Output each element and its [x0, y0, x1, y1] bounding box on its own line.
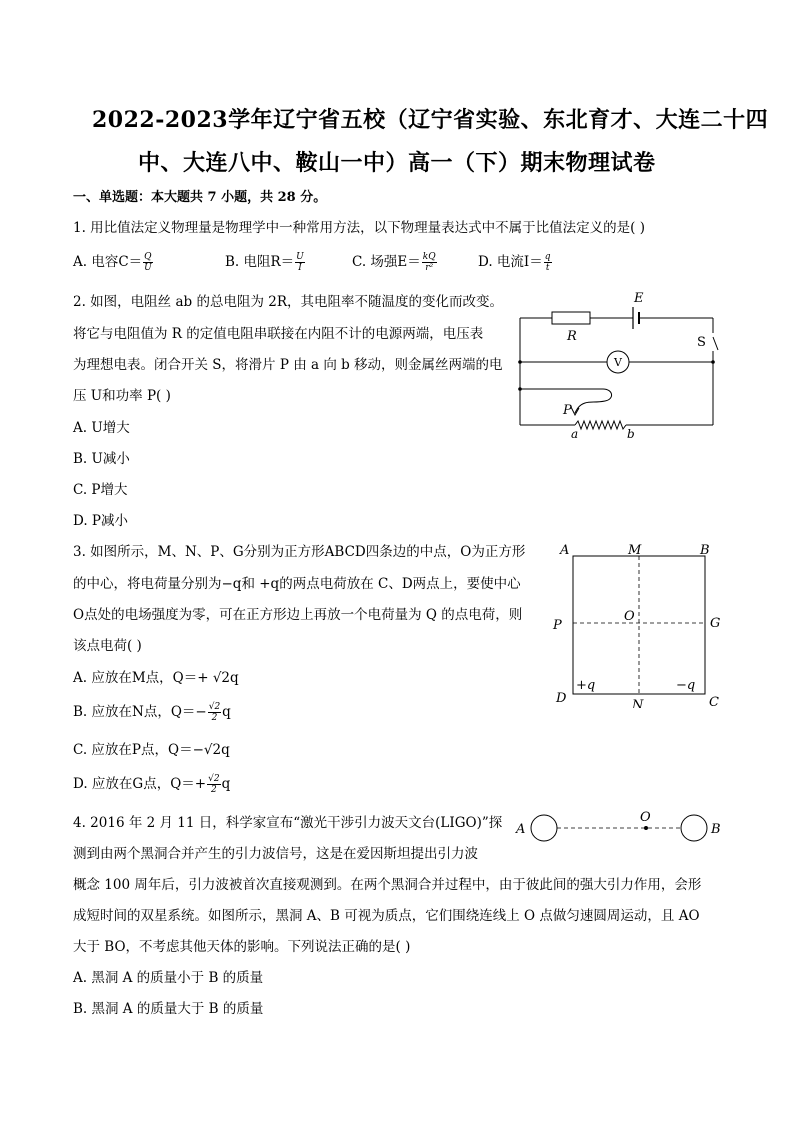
- label-p: P: [563, 403, 572, 418]
- frac-num: kQ: [422, 252, 436, 262]
- q1-option-label: A. 电容C＝: [73, 254, 143, 270]
- frac-num: q: [544, 252, 551, 262]
- label-b: b: [627, 427, 635, 441]
- label-G: G: [710, 616, 721, 631]
- q2-line4: 压 U和功率 P( ): [73, 388, 171, 404]
- q1-option-label: D. 电流I＝: [478, 254, 543, 270]
- frac-den: 2: [210, 785, 217, 795]
- q1-fraction: [143, 252, 152, 273]
- q1-option-label: B. 电阻R＝: [225, 254, 295, 270]
- label-plus-q: +q: [576, 678, 596, 693]
- q2-option-b: B. U减小: [73, 451, 130, 467]
- frac-den: t: [545, 263, 550, 273]
- q3-option-a: A. 应放在M点，Q＝+ √2q: [73, 670, 239, 686]
- frac-num: U: [296, 252, 304, 262]
- q3-option-text: D. 应放在G点，Q＝+: [73, 776, 207, 792]
- q3-option-b: [73, 700, 231, 723]
- q2-circuit-diagram: [505, 285, 730, 445]
- q3-fraction: [207, 774, 220, 795]
- q1-fraction: [422, 252, 437, 273]
- q4-line1: 4. 2016 年 2 月 11 日，科学家宣布“激光干涉引力波天文台(LIGO)”探: [73, 815, 503, 831]
- q3-option-tail: q: [221, 776, 231, 792]
- q4-line3: 概念 100 周年后，引力波被首次直接观测到。在两个黑洞合并过程中，由于彼此间的强大引力作用，会形: [73, 877, 702, 893]
- label-A: A: [560, 543, 570, 558]
- q1-option-c: [352, 250, 438, 273]
- label-D: D: [556, 691, 567, 706]
- q4-binary-diagram: [510, 808, 730, 848]
- label-minus-q: −q: [676, 678, 696, 693]
- frac-num: √2: [208, 702, 221, 712]
- square-abcd: [573, 556, 705, 694]
- q1-option-label: C. 场强E＝: [352, 254, 421, 270]
- q4-line4: 成短时间的双星系统。如图所示，黑洞 A、B 可视为质点，它们围绕连线上 O 点做匀速圆周运动，且 AO: [73, 908, 700, 924]
- q1-option-b: [225, 250, 306, 273]
- slider-wire: [575, 389, 612, 413]
- resistance-wire-ab: [575, 421, 626, 429]
- label-a: a: [571, 427, 579, 441]
- q4-line5: 大于 BO，不考虑其他天体的影响。下列说法正确的是( ): [73, 939, 411, 955]
- label-v: V: [614, 356, 622, 369]
- frac-den: I: [298, 263, 302, 273]
- q3-option-d: [73, 772, 230, 795]
- label-O: O: [624, 609, 635, 624]
- label-P: P: [553, 618, 562, 633]
- q2-option-a: A. U增大: [73, 420, 130, 436]
- q2-line3: 为理想电表。闭合开关 S，将滑片 P 由 a 向 b 移动，则金属丝两端的电: [73, 357, 503, 373]
- black-hole-b: [681, 815, 707, 841]
- frac-den: r²: [425, 263, 434, 273]
- frac-den: U: [144, 263, 152, 273]
- q3-line3: O点处的电场强度为零，可在正方形边上再放一个电荷量为 Q 的点电荷，则: [73, 607, 523, 623]
- q2-line1: 2. 如图，电阻丝 ab 的总电阻为 2R，其电阻率不随温度的变化而改变。: [73, 294, 503, 310]
- q2-line2: 将它与电阻值为 R 的定值电阻串联接在内阻不计的电源两端，电压表: [73, 326, 484, 342]
- q4-option-a: A. 黑洞 A 的质量小于 B 的质量: [73, 970, 264, 986]
- q3-line4: 该点电荷( ): [73, 638, 142, 654]
- label-O: O: [640, 810, 651, 825]
- label-B: B: [700, 543, 710, 558]
- q3-square-diagram: [548, 538, 728, 708]
- q4-option-b: B. 黑洞 A 的质量大于 B 的质量: [73, 1001, 264, 1017]
- q3-option-c: C. 应放在P点，Q＝−√2q: [73, 742, 230, 758]
- resistor-r: [552, 312, 590, 324]
- q4-line2: 测到由两个黑洞合并产生的引力波信号，这是在爱因斯坦提出引力波: [73, 846, 478, 862]
- label-s: S: [697, 335, 706, 350]
- label-e: E: [634, 291, 644, 306]
- q1-stem: 1. 用比值法定义物理量是物理学中一种常用方法，以下物理量表达式中不属于比值法定义的是( ): [73, 220, 645, 236]
- q1-option-d: [478, 250, 553, 273]
- frac-den: 2: [211, 713, 218, 723]
- center-point-o: [644, 826, 648, 830]
- label-N: N: [632, 698, 644, 708]
- frac-num: √2: [208, 774, 220, 784]
- q3-line1: 3. 如图所示，M、N、P、G分别为正方形ABCD四条边的中点，O为正方形: [73, 544, 526, 560]
- label-A: A: [516, 822, 526, 837]
- label-B: B: [711, 822, 721, 837]
- q3-line2: 的中心，将电荷量分别为−q和 +q的两点电荷放在 C、D两点上，要使中心: [73, 576, 521, 592]
- q3-fraction: [208, 702, 221, 723]
- frac-num: Q: [144, 252, 152, 262]
- label-C: C: [709, 695, 719, 708]
- q1-fraction: [544, 252, 552, 273]
- page-title-line1: 2022-2023学年辽宁省五校（辽宁省实验、东北育才、大连二十四: [92, 107, 769, 133]
- page-title-line2: 中、大连八中、鞍山一中）高一（下）期末物理试卷: [138, 150, 656, 176]
- section-header: 一、单选题：本大题共 7 小题，共 28 分。: [73, 190, 327, 205]
- label-M: M: [628, 543, 642, 558]
- q1-fraction: [295, 252, 305, 273]
- q2-option-c: C. P增大: [73, 482, 128, 498]
- label-r: R: [567, 329, 577, 344]
- q2-option-d: D. P减小: [73, 513, 129, 529]
- q3-option-text: B. 应放在N点，Q＝−: [73, 704, 207, 720]
- black-hole-a: [531, 815, 557, 841]
- q3-option-tail: q: [222, 704, 231, 720]
- switch-s: [713, 337, 718, 350]
- q1-option-a: [73, 250, 154, 273]
